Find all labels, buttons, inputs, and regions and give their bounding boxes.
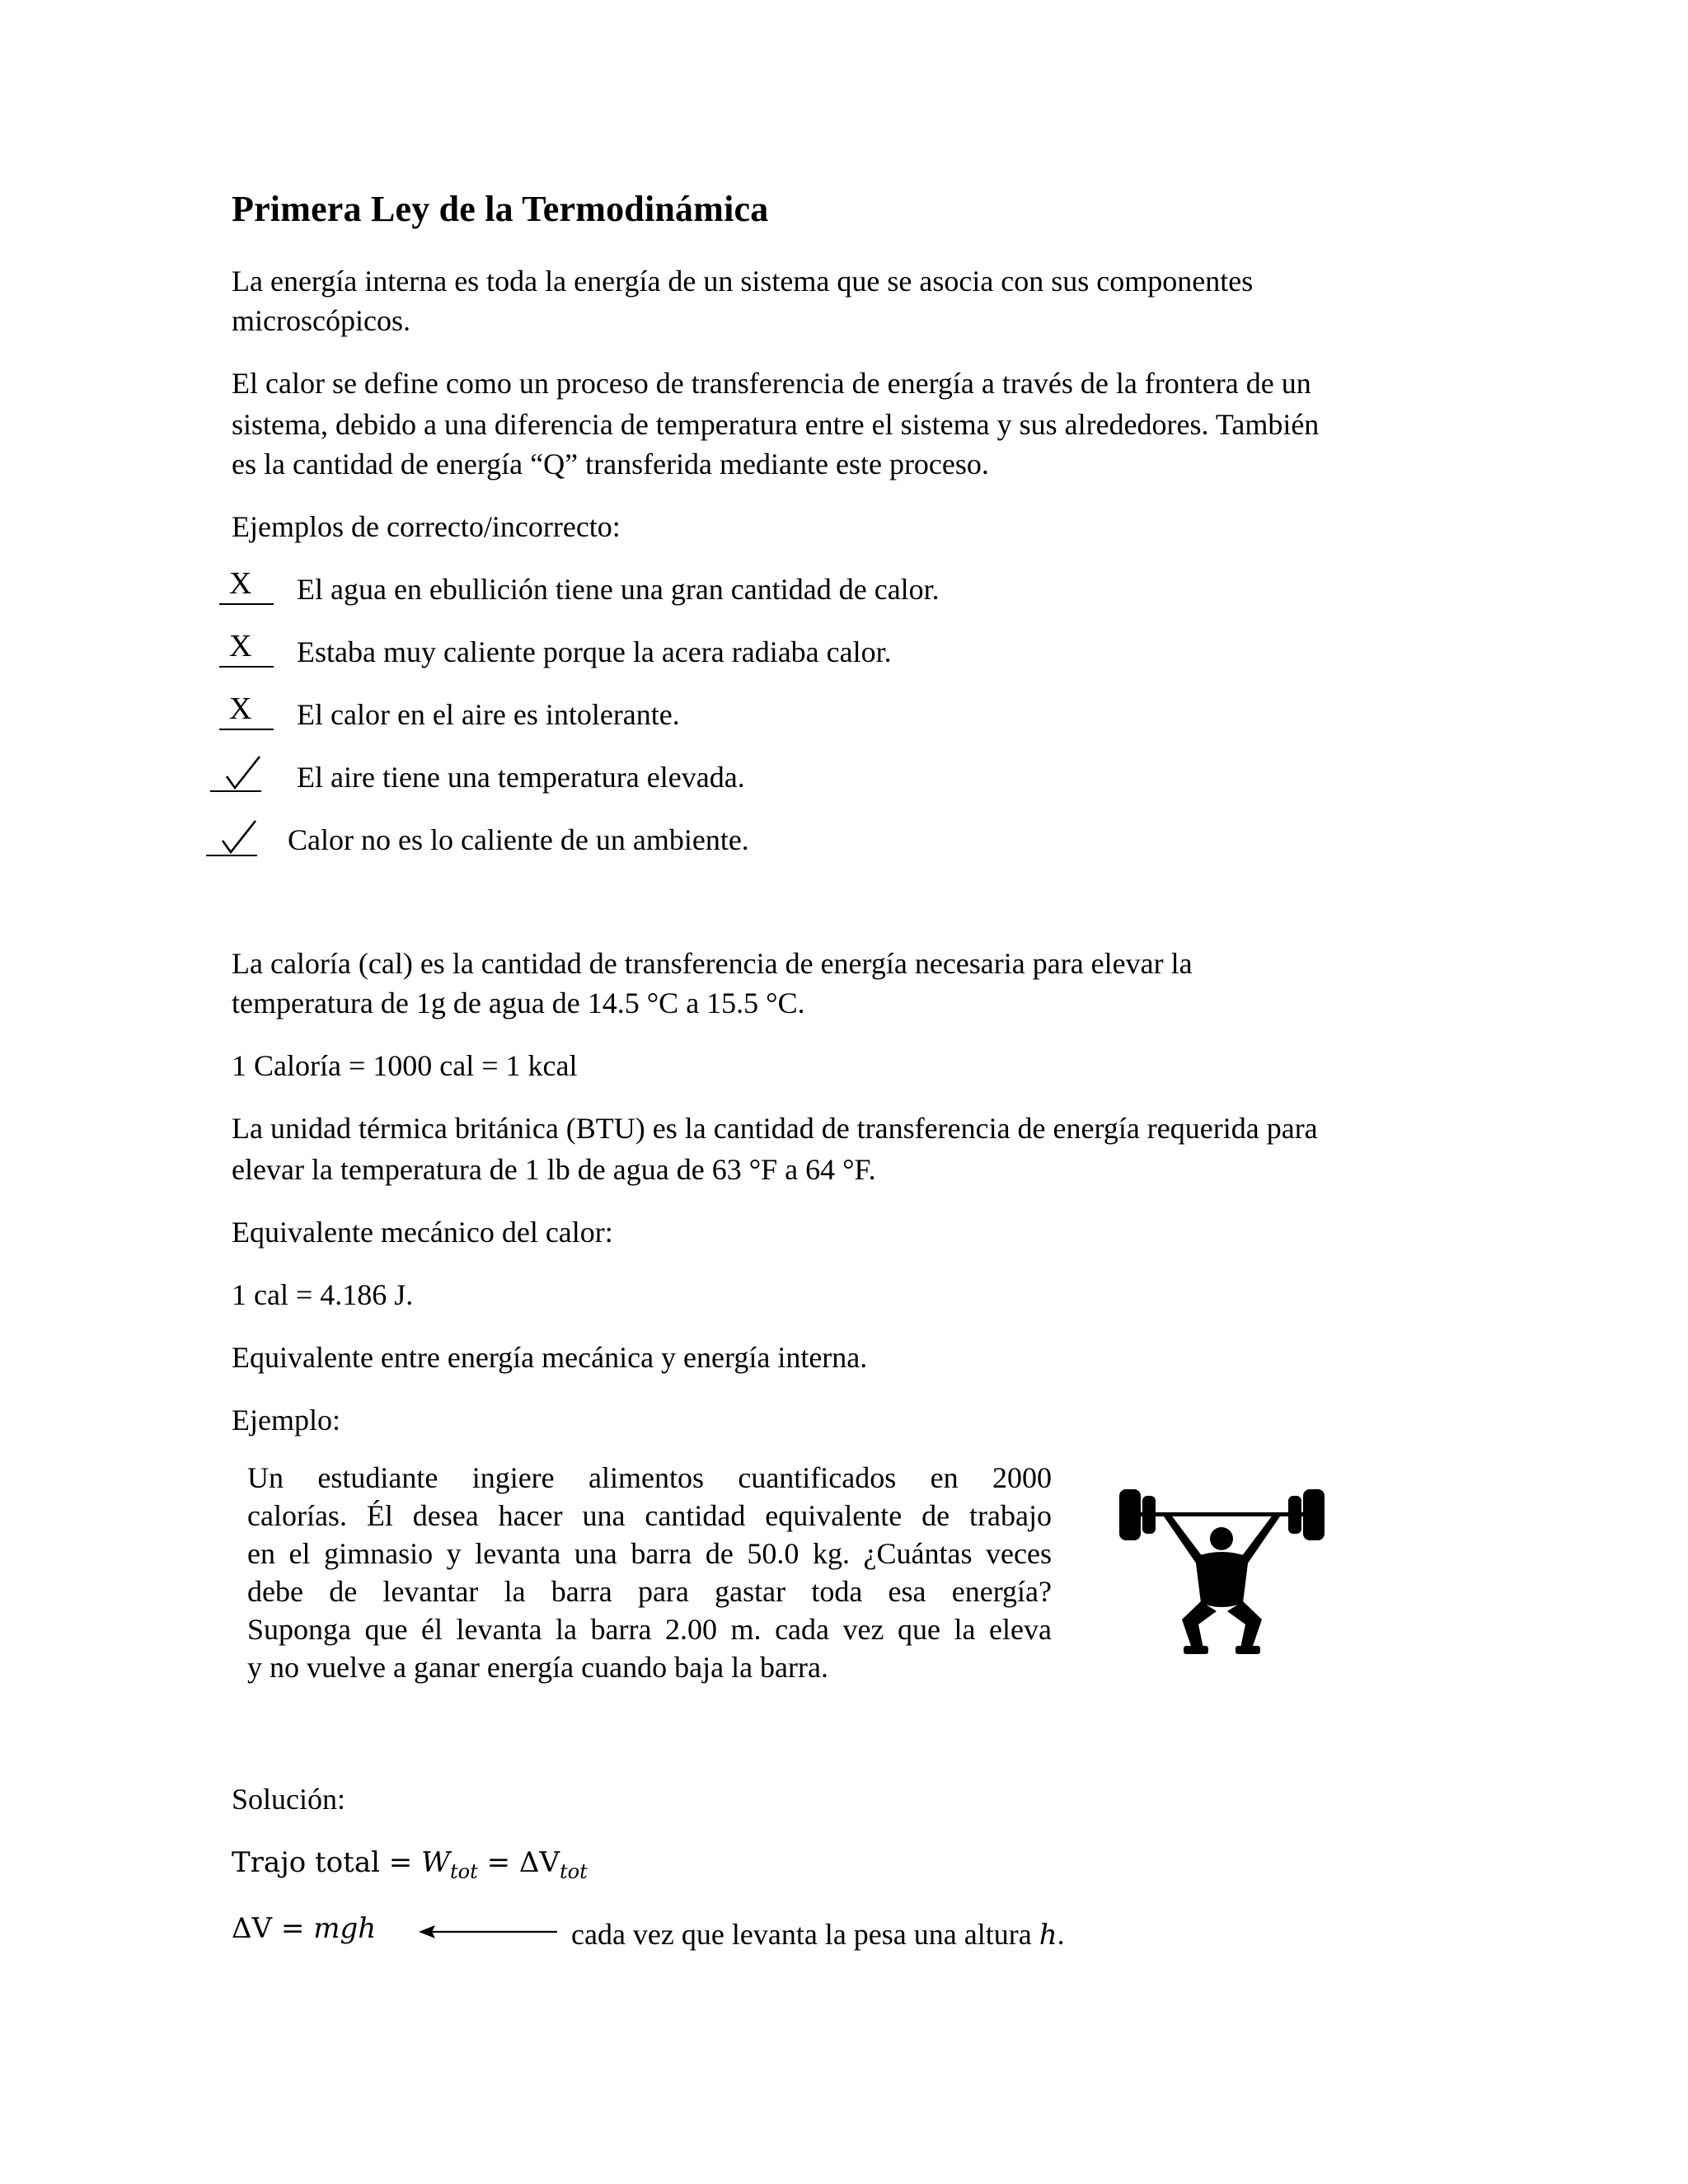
mech-equiv-title: Equivalente mecánico del calor: [232, 1216, 613, 1249]
potential-lhs: ΔV = [232, 1912, 314, 1945]
problem-line: debe de levantar la barra para gastar toda esa energía? [247, 1575, 1052, 1608]
heat-def-line-2: sistema, debido a una diferencia de temperatura entre el sistema y sus alrededores. También [232, 408, 1320, 441]
example-label: Ejemplo: [232, 1404, 340, 1436]
solution-label: Solución: [232, 1783, 346, 1816]
calorie-equation: 1 Caloría = 1000 cal = 1 kcal [232, 1049, 578, 1082]
btu-def-line-2: elevar la temperatura de 1 lb de agua de 63 °F a 64 °F. [232, 1153, 876, 1186]
answer-underline [219, 603, 274, 605]
potential-note [571, 1914, 1065, 1956]
problem-line: y no vuelve a ganar energía cuando baja la barra. [247, 1651, 828, 1684]
cross-mark: X [229, 691, 252, 726]
work-total-equation [232, 1846, 588, 1883]
page-title: Primera Ley de la Termodinámica [232, 189, 769, 229]
example-text: El calor en el aire es intolerante. [297, 698, 680, 731]
answer-underline [219, 729, 274, 730]
mech-equiv-equation: 1 cal = 4.186 J. [232, 1278, 414, 1311]
calorie-def-line-2: temperatura de 1g de agua de 14.5 °C a 15.5 °C. [232, 987, 805, 1019]
height-symbol: h [1039, 1919, 1057, 1952]
example-text: Estaba muy caliente porque la acera radiaba calor. [297, 635, 892, 668]
example-text: El agua en ebullición tiene una gran cantidad de calor. [297, 573, 940, 606]
note-text: cada vez que levanta la pesa una altura [571, 1918, 1039, 1951]
arrow-left-icon [419, 1922, 559, 1942]
intro-line-2: microscópicos. [232, 304, 410, 337]
answer-underline [219, 666, 274, 668]
calorie-def-line-1: La caloría (cal) es la cantidad de transferencia de energía necesaria para elevar la [232, 947, 1193, 980]
equation-prefix: Trajo total = [232, 1846, 422, 1879]
potential-equation [232, 1912, 376, 1945]
intro-line-1: La energía interna es toda la energía de un sistema que se asocia con sus componentes [232, 265, 1254, 298]
problem-statement [247, 1459, 1052, 1686]
check-icon [210, 752, 270, 794]
cross-mark: X [229, 566, 252, 601]
cross-mark: X [229, 629, 252, 663]
work-symbol: W [421, 1846, 451, 1879]
heat-def-line-3: es la cantidad de energía “Q” transferida mediante este proceso. [232, 448, 989, 480]
example-text: Calor no es lo caliente de un ambiente. [288, 823, 749, 856]
check-icon [206, 816, 265, 859]
problem-line: Suponga que él levanta la barra 2.00 m. cada vez que la eleva [247, 1613, 1052, 1646]
weightlifter-icon [1113, 1479, 1331, 1665]
problem-line: calorías. Él desea hacer una cantidad equivalente de trabajo [247, 1499, 1052, 1532]
equation-mid: = ΔV [477, 1846, 560, 1879]
examples-title: Ejemplos de correcto/incorrecto: [232, 510, 621, 543]
btu-def-line-1: La unidad térmica británica (BTU) es la cantidad de transferencia de energía requerida para [232, 1112, 1318, 1145]
heat-def-line-1: El calor se define como un proceso de transferencia de energía a través de la frontera de un [232, 367, 1311, 400]
work-subscript: tot [450, 1859, 478, 1883]
potential-subscript: tot [560, 1859, 588, 1883]
potential-rhs: mgh [313, 1912, 377, 1945]
mech-internal-text: Equivalente entre energía mecánica y energía interna. [232, 1341, 868, 1374]
problem-line: en el gimnasio y levanta una barra de 50.0 kg. ¿Cuántas veces [247, 1537, 1052, 1570]
example-text: El aire tiene una temperatura elevada. [297, 761, 745, 794]
note-period: . [1057, 1918, 1065, 1951]
problem-line: Un estudiante ingiere alimentos cuantificados en 2000 [247, 1461, 1052, 1494]
